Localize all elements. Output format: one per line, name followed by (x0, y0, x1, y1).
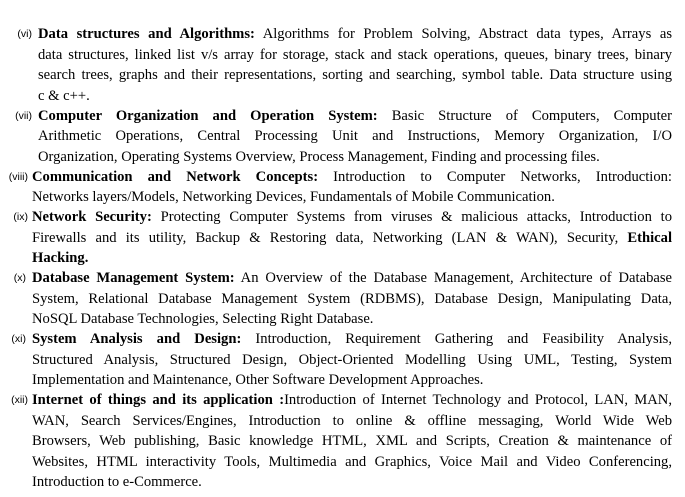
item-text-line: Protecting Computer Systems from viruses & malicious attacks, Introduction to (160, 209, 672, 225)
item-title: Network Security: (32, 209, 152, 225)
item-text-line: WAN, Search Services/Engines, Introduction to online & offline messaging, World Wide Web (32, 413, 672, 429)
item-text-line (32, 248, 88, 268)
item-text-line: Introduction to Computer Networks, Introduction: (333, 169, 672, 185)
item-text-line: Browsers, Web publishing, Basic knowledge HTML, XML and Scripts, Creation & maintenance of (32, 433, 672, 449)
item-first-line (32, 390, 672, 410)
item-title: Computer Organization and Operation System: (38, 108, 378, 124)
item-text-line: Implementation and Maintenance, Other Software Development Approaches. (32, 372, 484, 388)
item-text-line (32, 228, 672, 248)
item-first-line (38, 106, 672, 126)
item-first-line (32, 329, 672, 349)
item-text-line: Introduction to e-Commerce. (32, 474, 202, 490)
item-text-line: Organization, Operating Systems Overview, Process Management, Finding and processing files. (38, 149, 600, 165)
item-text-line: c & c++. (38, 88, 90, 104)
item-title: System Analysis and Design: (32, 331, 242, 347)
item-text-line: NoSQL Database Technologies, Selecting Right Database. (32, 311, 374, 327)
item-first-line (38, 24, 672, 44)
item-number: (xi) (11, 333, 26, 345)
item-title: Communication and Network Concepts: (32, 169, 319, 185)
item-number: (viii) (8, 171, 28, 183)
item-text-line: data structures, linked list v/s array for storage, stack and stack operations, queues, binary trees, binary (38, 47, 672, 63)
item-text-line: Introduction, Requirement Gathering and Feasibility Analysis, (255, 331, 672, 347)
item-text-line: Introduction of Internet Technology and Protocol, LAN, MAN, (284, 392, 672, 408)
item-number: (vi) (17, 28, 32, 40)
item-number: (ix) (13, 211, 28, 223)
item-title: Data structures and Algorithms: (38, 26, 255, 42)
item-number: (vii) (15, 110, 32, 122)
item-text-line: Structured Analysis, Structured Design, Object-Oriented Modelling Using UML, Testing, System (32, 352, 672, 368)
item-text-line: Networks layers/Models, Networking Devices, Fundamentals of Mobile Communication. (32, 189, 555, 205)
item-number: (x) (13, 272, 26, 284)
item-text-line: Arithmetic Operations, Central Processing Unit and Instructions, Memory Organization, I/O (38, 128, 672, 144)
item-title: Internet of things and its application : (32, 392, 285, 408)
item-first-line (32, 268, 672, 288)
item-text-line: Websites, HTML interactivity Tools, Multimedia and Graphics, Voice Mail and Video Conferencing, (32, 454, 672, 470)
item-text-line: An Overview of the Database Management, Architecture of Database (240, 270, 672, 286)
item-text-line: Basic Structure of Computers, Computer (391, 108, 672, 124)
item-first-line (32, 207, 672, 227)
item-title: Database Management System: (32, 270, 235, 286)
item-text-line: Algorithms for Problem Solving, Abstract data types, Arrays as (262, 26, 673, 42)
item-bold-term: Ethical (627, 230, 672, 246)
item-number: (xii) (11, 394, 28, 406)
item-first-line (32, 167, 672, 187)
item-bold-term: Hacking. (32, 250, 89, 266)
item-text-line: search trees, graphs and their representations, sorting and searching, symbol table. Data structure using (38, 67, 672, 83)
item-text-segment: Firewalls and its utility, Backup & Restoring data, Networking (LAN & WAN), Security, (32, 230, 619, 246)
item-text-line: System, Relational Database Management System (RDBMS), Database Design, Manipulating Data, (32, 291, 672, 307)
